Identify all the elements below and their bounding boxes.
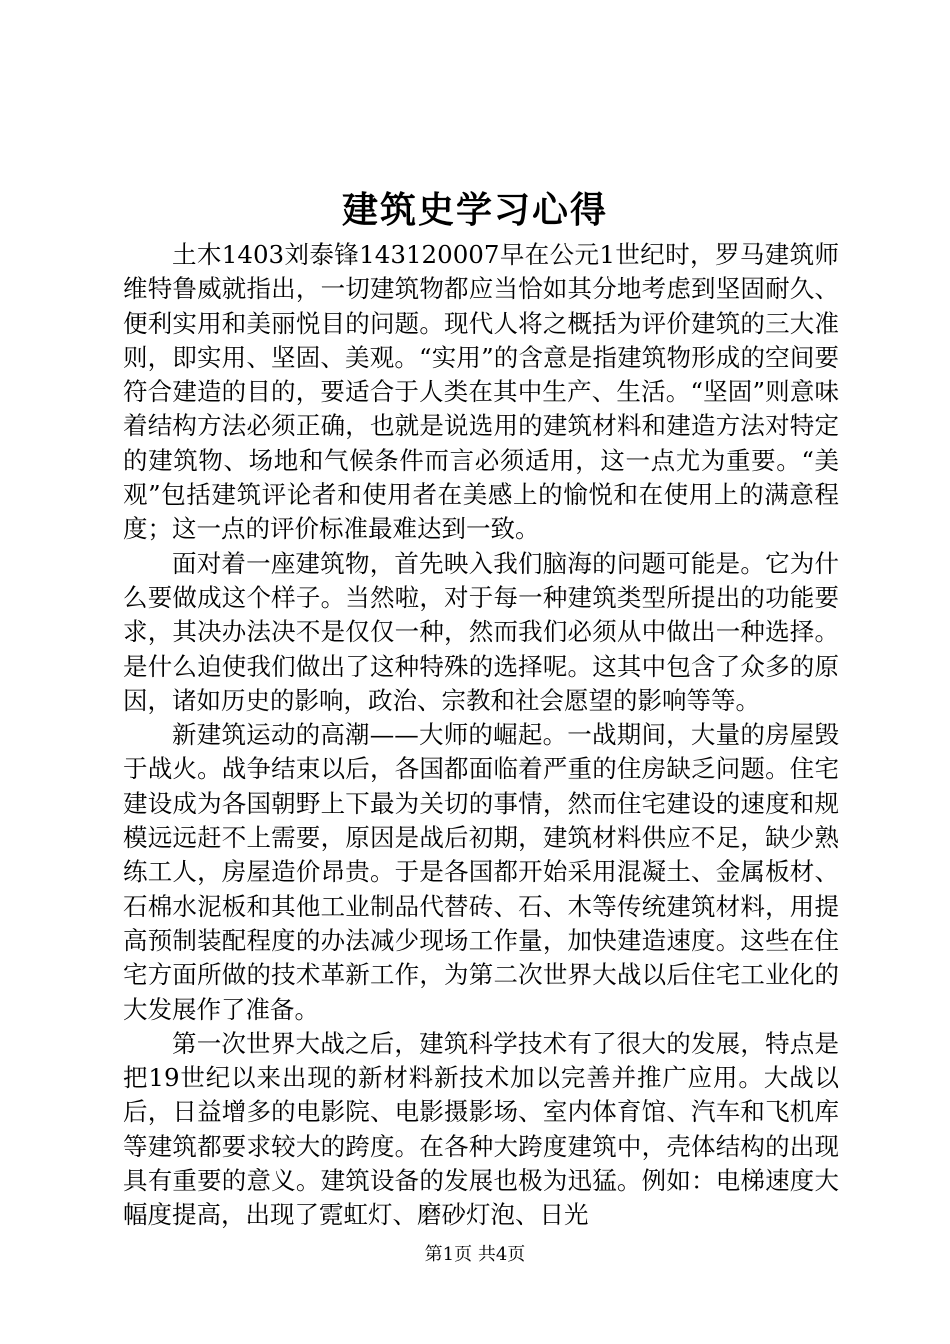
paragraph-3: 新建筑运动的高潮——大师的崛起。一战期间，大量的房屋毁于战火。战争结束以后，各国都面临着严重的住房缺乏问题。住宅建设成为各国朝野上下最为关切的事情，然而住宅建设的速度和规模远远赶不上需要，原因是战后初期，建筑材料供应不足，缺少熟练工人，房屋造价昂贵。于是各国都开始采用混凝土、金属板材、石棉水泥板和其他工业制品代替砖、石、木等传统建筑材料，用提高预制装配程度的办法减少现场工作量，加快建造速度。这些在住宅方面所做的技术革新工作，为第二次世界大战以后住宅工业化的大发展作了准备。 bbox=[123, 720, 839, 1024]
document-body bbox=[123, 238, 839, 1233]
paragraph-2: 面对着一座建筑物，首先映入我们脑海的问题可能是。它为什么要做成这个样子。当然啦，对于每一种建筑类型所提出的功能要求，其决办法决不是仅仅一种，然而我们必须从中做出一种选择。是什么迫使我们做出了这种特殊的选择呢。这其中包含了众多的原因，诸如历史的影响，政治、宗教和社会愿望的影响等等。 bbox=[123, 548, 839, 715]
page-number-footer: 第1页 共4页 bbox=[424, 1244, 526, 1265]
paragraph-1: 土木1403刘泰锋143120007早在公元1世纪时，罗马建筑师维特鲁威就指出，一切建筑物都应当恰如其分地考虑到坚固耐久、便利实用和美丽悦目的问题。现代人将之概括为评价建筑的三大准则，即实用、坚固、美观。“实用”的含意是指建筑物形成的空间要符合建造的目的，要适合于人类在其中生产、生活。“坚固”则意味着结构方法必须正确，也就是说选用的建筑材料和建造方法对特定的建筑物、场地和气候条件而言必须适用，这一点尤为重要。“美观”包括建筑评论者和使用者在美感上的愉悦和在使用上的满意程度；这一点的评价标准最难达到一致。 bbox=[123, 240, 839, 544]
page-title: 建筑史学习心得 bbox=[341, 189, 608, 231]
paragraph-4: 第一次世界大战之后，建筑科学技术有了很大的发展，特点是把19世纪以来出现的新材料新技术加以完善并推广应用。大战以后，日益增多的电影院、电影摄影场、室内体育馆、汽车和飞机库等建筑都要求较大的跨度。在各种大跨度建筑中，壳体结构的出现具有重要的意义。建筑设备的发展也极为迅猛。例如：电梯速度大幅度提高，出现了霓虹灯、磨砂灯泡、日光 bbox=[123, 1028, 839, 1230]
